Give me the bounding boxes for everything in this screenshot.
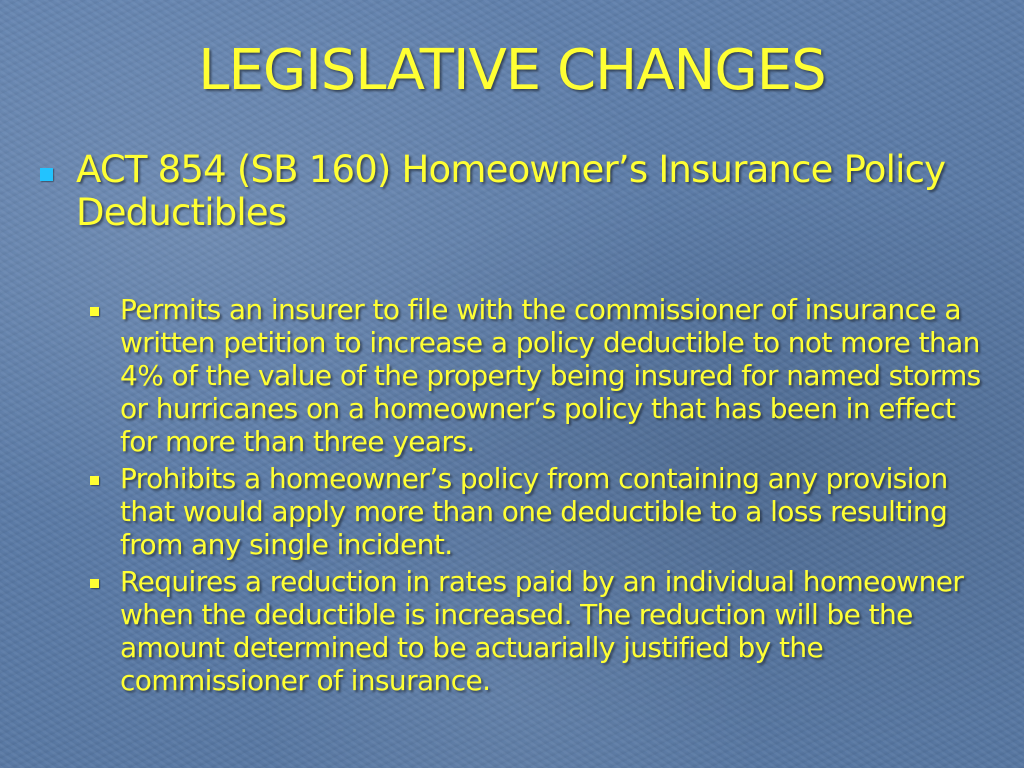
sub-bullet-list: [88, 293, 998, 701]
sub-bullet-text: Requires a reduction in rates paid by an individual homeowner when the deductible is increased. The reduction will be the amount determined to be actuarially justified by the commissioner of insurance.: [120, 565, 964, 697]
slide-title: LEGISLATIVE CHANGES: [198, 38, 826, 103]
sub-bullet-item: [88, 293, 998, 458]
sub-bullet-item: [88, 565, 998, 697]
square-bullet-icon: [90, 476, 99, 485]
square-bullet-icon: [90, 307, 99, 316]
square-bullet-icon: [90, 579, 99, 588]
square-bullet-icon: [40, 168, 53, 181]
sub-bullet-item: [88, 462, 998, 561]
sub-bullet-text: Prohibits a homeowner’s policy from containing any provision that would apply more than one deductible to a loss resulting from any single incident.: [120, 462, 948, 561]
main-bullet: [40, 148, 1000, 234]
sub-bullet-text: Permits an insurer to file with the commissioner of insurance a written petition to increase a policy deductible to not more than 4% of the value of the property being insured for named storms or hurricanes on a homeowner’s policy that has been in effect for more than three years.: [120, 293, 981, 458]
main-bullet-text: ACT 854 (SB 160) Homeowner’s Insurance Policy Deductibles: [76, 148, 946, 234]
